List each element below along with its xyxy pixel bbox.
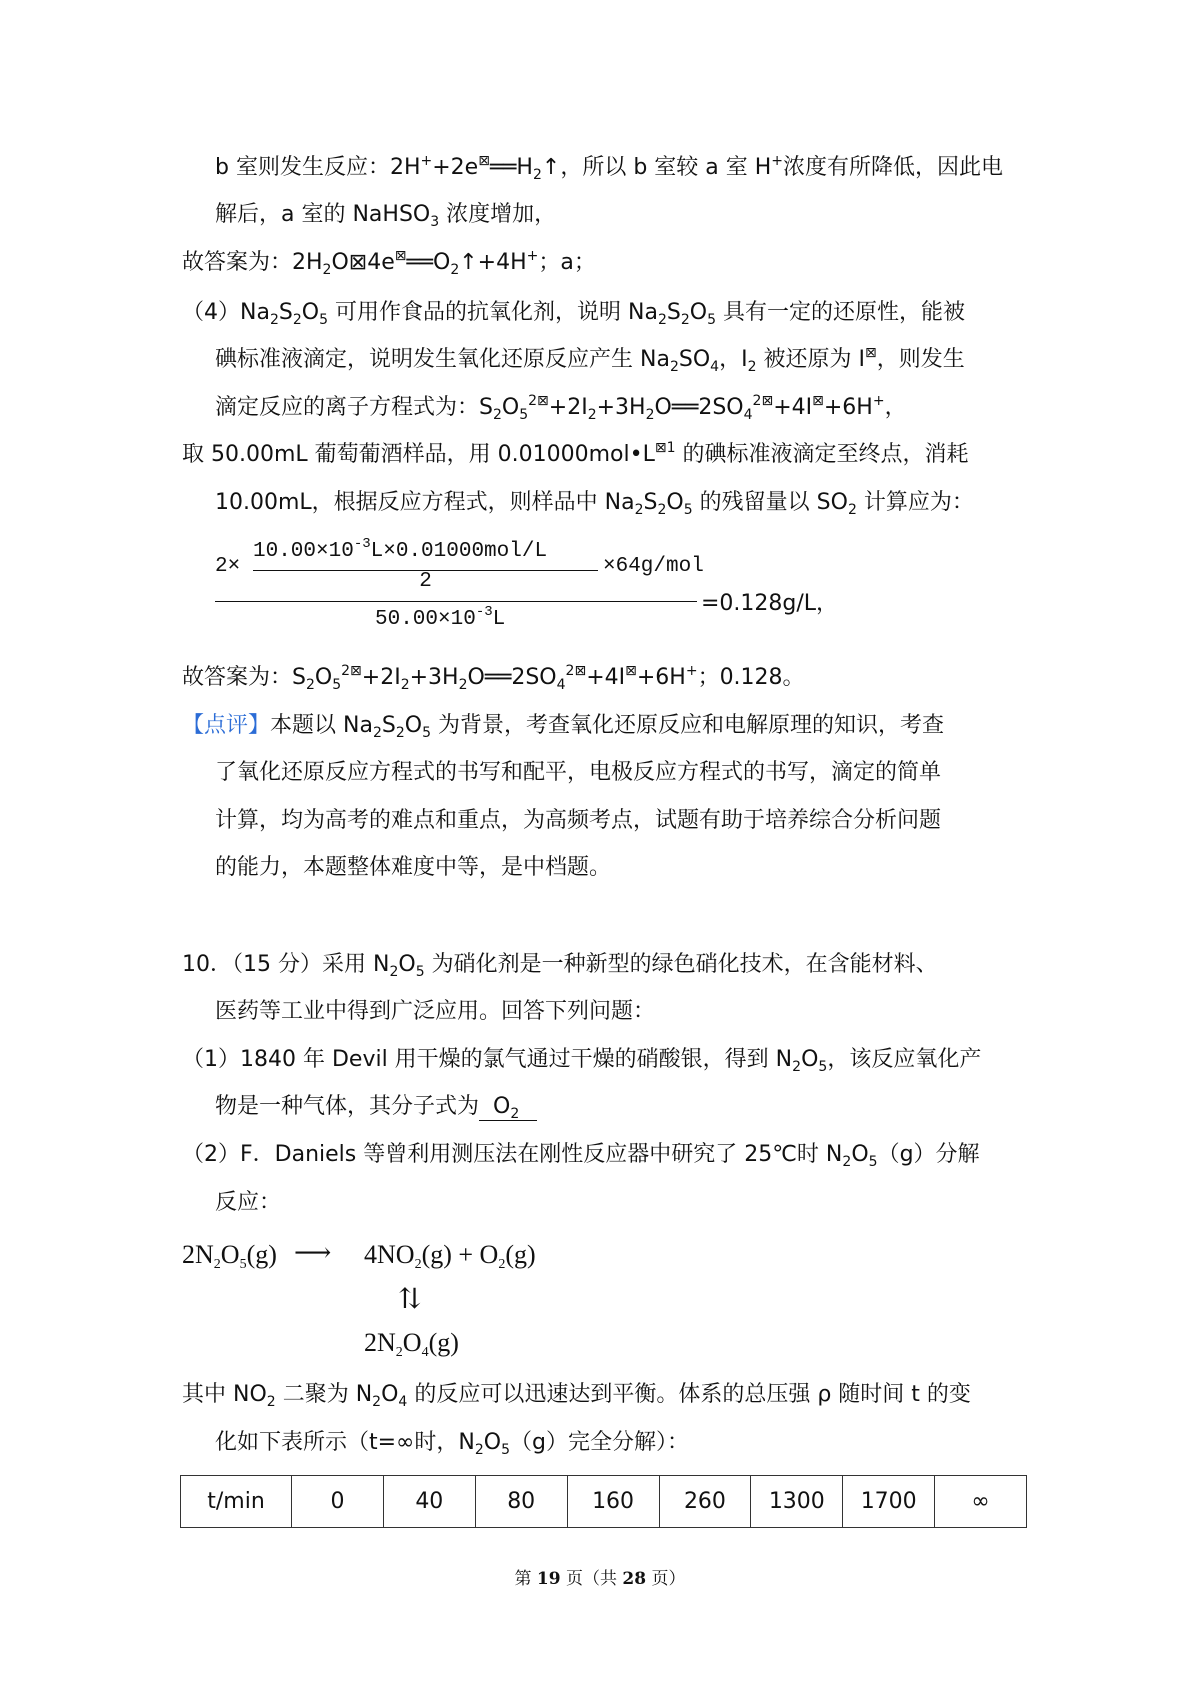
text-line: 10.00mL，根据反应方程式，则样品中 $Na_2S_2O_5$ 的残留量以 $SO_2$ 计算应为： bbox=[215, 490, 974, 518]
page-number: 19 bbox=[536, 1569, 561, 1589]
reaction-products: $4NO_2(g) + O_2(g)$ bbox=[364, 1240, 536, 1272]
reaction-scheme bbox=[182, 1240, 602, 1370]
text-line: 碘标准液滴定，说明发生氧化还原反应产生 $Na_2SO_4$，$I_2$ 被还原为 I⊠，则发生 bbox=[215, 345, 965, 375]
text-line: 化如下表所示（t=∞时，$N_2O_5(g)$完全分解）： bbox=[215, 1430, 689, 1458]
formula-main-fraction-line bbox=[215, 601, 697, 602]
text-line: 医药等工业中得到广泛应用。回答下列问题： bbox=[215, 999, 656, 1024]
answer-blank: $O_2$ bbox=[479, 1094, 537, 1121]
table-row bbox=[181, 1476, 1027, 1528]
equilibrium-arrows-icon: ⇅ bbox=[398, 1284, 422, 1315]
text-line: 故答案为：$2H_2O⊠4e^⊠══O_2↑+4H^+$；a； bbox=[182, 248, 596, 278]
question-line: 10．（15 分）采用 $N_2O_5$ 为硝化剂是一种新型的绿色硝化技术，在含能材料、 bbox=[182, 952, 938, 980]
formula-inner-denominator: 2 bbox=[419, 570, 432, 593]
formula-multiplier: ×64g/mol bbox=[603, 555, 704, 578]
commentary-tag: 【点评】 bbox=[182, 713, 271, 738]
table-cell: 160 bbox=[567, 1476, 659, 1528]
table-cell: ∞ bbox=[935, 1476, 1027, 1528]
total-pages: 28 bbox=[622, 1569, 647, 1589]
table-cell: 40 bbox=[383, 1476, 475, 1528]
text-line: 的能力，本题整体难度中等，是中档题。 bbox=[215, 855, 612, 880]
formula-denominator: $50.00\times 10^{-3}L$ bbox=[375, 604, 506, 631]
pressure-table bbox=[180, 1475, 1027, 1528]
text-line: 物是一种气体，其分子式为 $O_2$ bbox=[215, 1092, 537, 1122]
table-cell: 260 bbox=[659, 1476, 751, 1528]
text-line: 解后，a 室的 NaHSO$_3$ 浓度增加， bbox=[215, 202, 557, 230]
formula-result: =0.128g/L， bbox=[701, 591, 839, 616]
text-line: $(4)Na_2S_2O_5$ 可用作食品的抗氧化剂，说明 $Na_2S_2O_5$ 具有一定的还原性，能被 bbox=[182, 300, 965, 328]
text-line: 了氧化还原反应方程式的书写和配平，电极反应方程式的书写，滴定的简单 bbox=[215, 760, 942, 785]
table-cell: 1300 bbox=[751, 1476, 843, 1528]
text-line: 反应： bbox=[215, 1190, 282, 1215]
formula-lead: 2× bbox=[215, 555, 241, 578]
reaction-dimer: $2N_2O_4(g)$ bbox=[364, 1328, 459, 1360]
text-line: （1）1840 年 Devil 用干燥的氯气通过干燥的硝酸银，得到 $N_2O_5$，该反应氧化产 bbox=[182, 1047, 982, 1075]
table-cell: 1700 bbox=[843, 1476, 935, 1528]
text-line: b 室则发生反应：$2H^++2e^⊠══H_2↑$，所以 b 室较 a 室 H+浓度有所降低，因此电 bbox=[215, 153, 1004, 183]
text-line: 取 50.00mL 葡萄葡酒样品，用 $0.01000mol•L^{⊠1}$ 的碘标准液滴定至终点，消耗 bbox=[182, 440, 969, 467]
table-cell: 80 bbox=[475, 1476, 567, 1528]
text-line: 计算，均为高考的难点和重点，为高频考点，试题有助于培养综合分析问题 bbox=[215, 808, 942, 833]
formula-inner-numerator: $10.00\times 10^{-3}L\times 0.01000mol/L$ bbox=[253, 536, 548, 563]
table-cell: 0 bbox=[292, 1476, 384, 1528]
reaction-arrow-icon: ⟶ bbox=[294, 1238, 332, 1267]
page-footer: 第 19 页（共 28 页） bbox=[514, 1569, 686, 1589]
table-cell: t/min bbox=[181, 1476, 292, 1528]
commentary-line: 【点评】本题以 $Na_2S_2O_5$ 为背景，考查氧化还原反应和电解原理的知识，考查 bbox=[182, 713, 945, 741]
reaction-reactant: $2N_2O_5(g)$ bbox=[182, 1240, 277, 1272]
text-line: 其中 $NO_2$ 二聚为 $N_2O_4$ 的反应可以迅速达到平衡。体系的总压强 ρ 随时间 t 的变 bbox=[182, 1382, 971, 1410]
text-line: 故答案为：$S_2O_5^{2⊠}+2I_2+3H_2O══2SO_4^{2⊠}+4I^⊠+6H^+$；0.128。 bbox=[182, 663, 805, 693]
fraction-formula bbox=[215, 536, 839, 640]
text-line: 滴定反应的离子方程式为：$S_2O_5^{2⊠}+2I_2+3H_2O══2SO_4^{2⊠}+4I^⊠+6H^+$， bbox=[215, 393, 907, 423]
text-line: （2）F．Daniels 等曾利用测压法在刚性反应器中研究了 25℃时 $N_2O_5(g)$分解 bbox=[182, 1142, 980, 1170]
